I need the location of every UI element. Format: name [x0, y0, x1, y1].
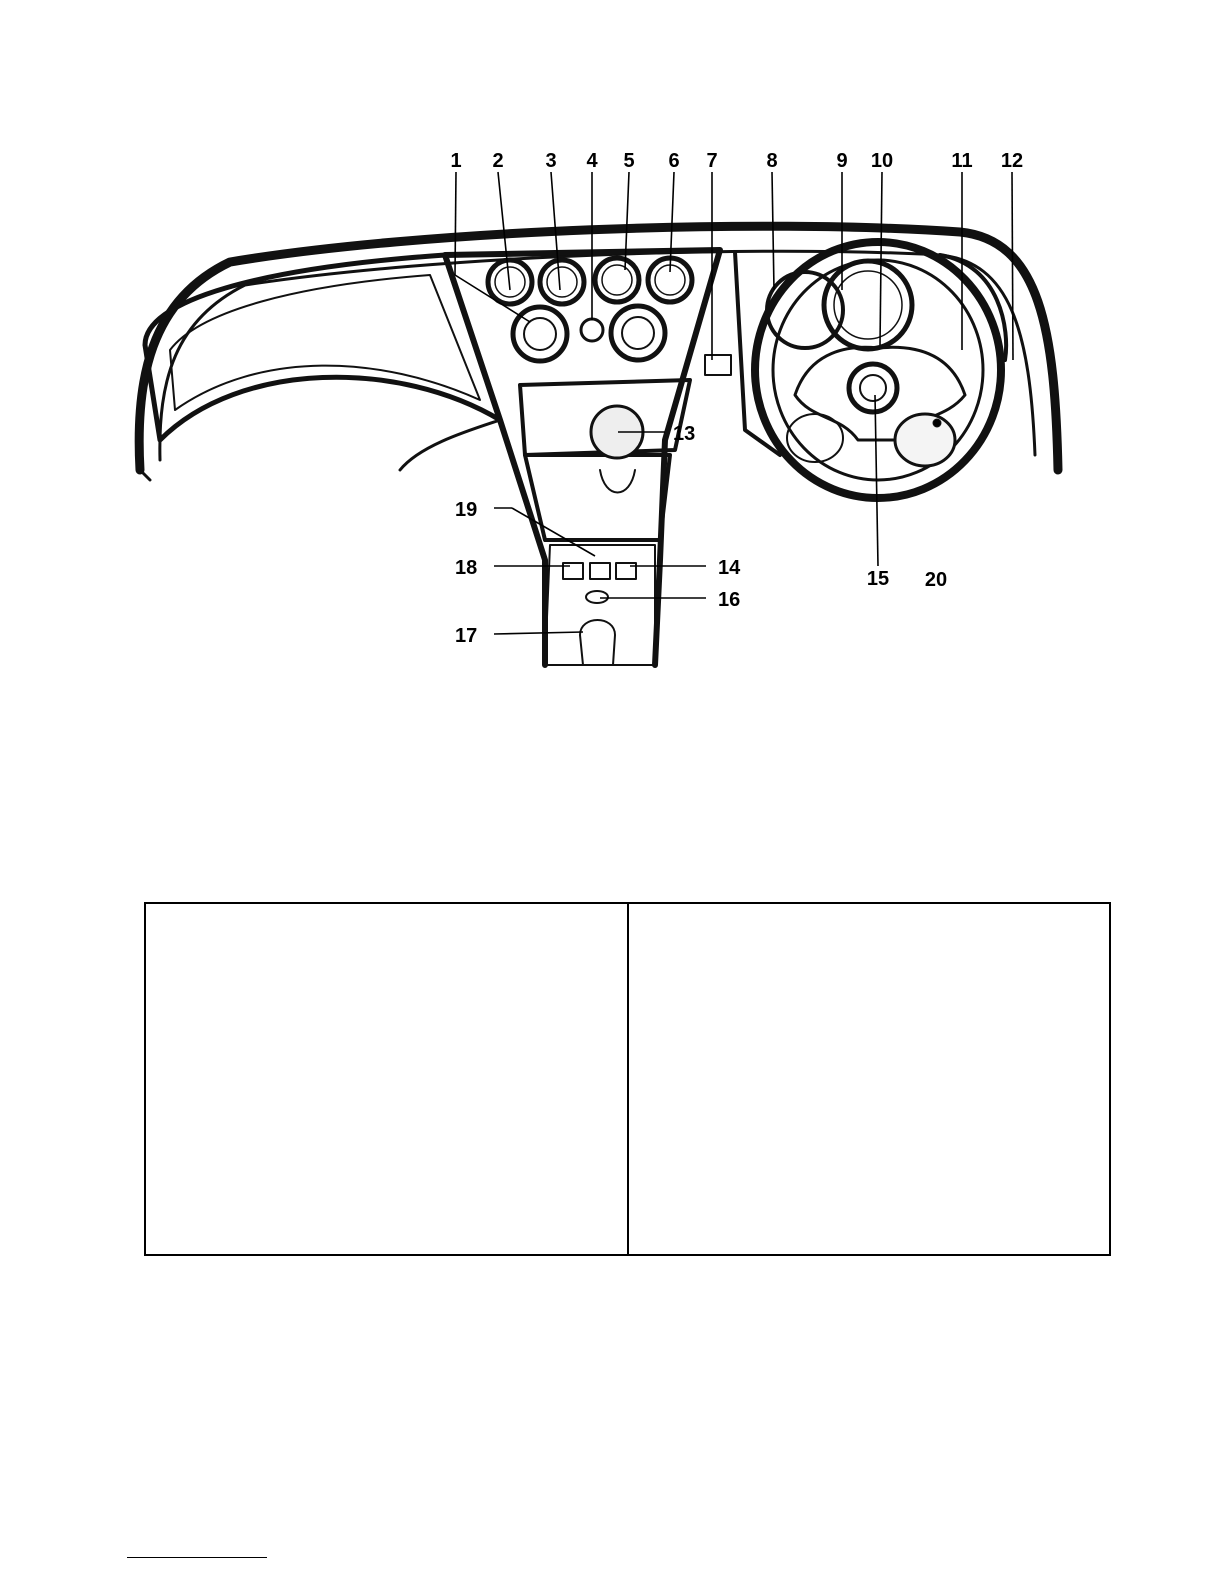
callout-8: 8: [766, 150, 778, 172]
callout-3: 3: [545, 150, 557, 172]
callout-4: 4: [586, 150, 598, 172]
legend-table: [144, 902, 1111, 1256]
leader-12: [1012, 172, 1013, 360]
callout-11: 11: [951, 150, 973, 172]
callout-7: 7: [706, 150, 718, 172]
callout-2: 2: [492, 150, 504, 172]
dashboard-diagram: [0, 0, 1225, 700]
leader-17: [494, 632, 583, 634]
callout-16: 16: [718, 589, 741, 611]
dashboard-illustration: [139, 226, 1058, 665]
leader-19b: [512, 508, 595, 556]
callout-9: 9: [836, 150, 848, 172]
callout-15: 15: [866, 568, 890, 590]
callout-12: 12: [1000, 150, 1024, 172]
footnote-divider: [127, 1557, 267, 1558]
callout-10: 10: [870, 150, 894, 172]
legend-left-column: [146, 904, 629, 1254]
callout-18: 18: [455, 557, 478, 579]
callout-17: 17: [455, 625, 478, 647]
callout-1: 1: [450, 150, 462, 172]
callout-19: 19: [455, 499, 478, 521]
leader-10: [880, 172, 882, 345]
callout-6: 6: [668, 150, 680, 172]
leader-8: [772, 172, 774, 290]
callout-14: 14: [718, 557, 741, 579]
leader-1: [455, 172, 456, 275]
callout-5: 5: [623, 150, 635, 172]
callout-20: 20: [924, 569, 948, 591]
legend-right-column: [629, 904, 1110, 1254]
callout-13: 13: [673, 423, 696, 445]
